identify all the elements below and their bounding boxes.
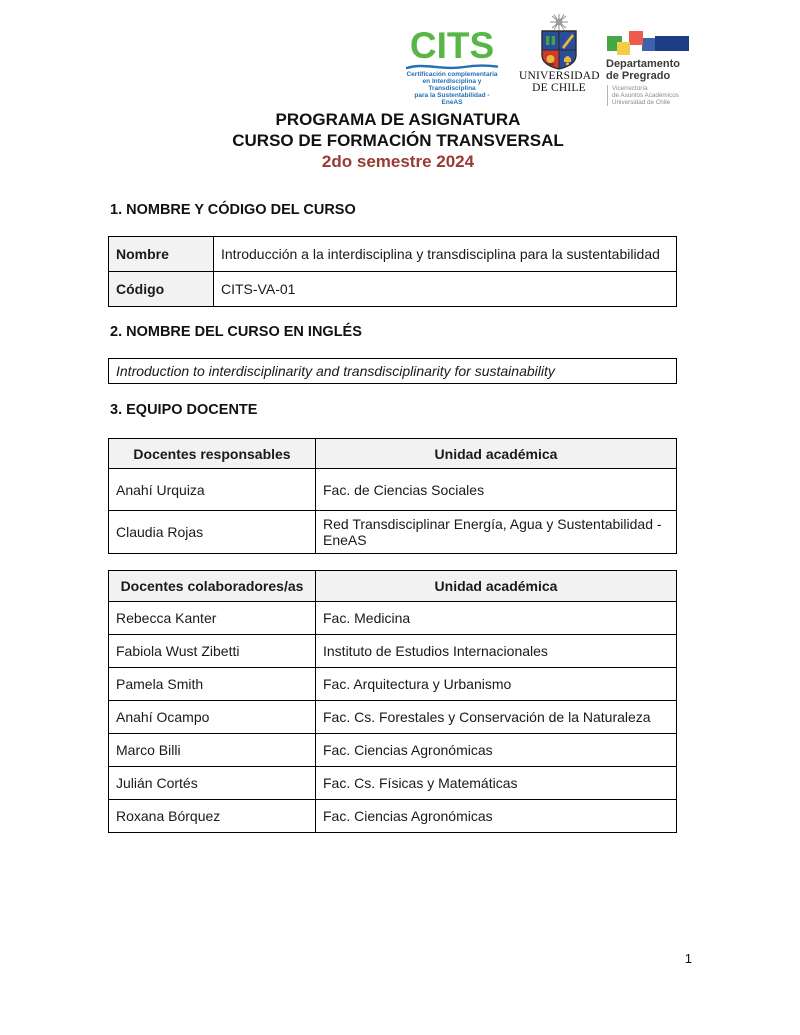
teacher-unit: Fac. Ciencias Agronómicas [316, 800, 677, 833]
table-row [109, 511, 677, 554]
course-name-label: Nombre [109, 237, 214, 272]
table-row [109, 272, 677, 307]
uchile-crest-icon [537, 13, 581, 71]
teacher-name: Rebecca Kanter [109, 602, 316, 635]
section3-heading: 3. EQUIPO DOCENTE [110, 402, 258, 418]
table-row [109, 668, 677, 701]
table-row [109, 701, 677, 734]
table-row [109, 800, 677, 833]
pregrado-sub-line2: de Asuntos Académicos [612, 92, 679, 99]
table-row [109, 734, 677, 767]
teacher-unit: Red Transdisciplinar Energía, Agua y Sustentabilidad - EneAS [316, 511, 677, 554]
uchile-logo-name [519, 71, 599, 94]
course-code-label: Código [109, 272, 214, 307]
pregrado-sub-line3: Universidad de Chile [612, 99, 671, 106]
course-name-value: Introducción a la interdisciplina y transdisciplina para la sustentabilidad [214, 237, 677, 272]
teacher-unit: Fac. Cs. Físicas y Matemáticas [316, 767, 677, 800]
responsible-teachers-header: Docentes responsables [109, 439, 316, 469]
teacher-name: Claudia Rojas [109, 511, 316, 554]
course-code-value: CITS-VA-01 [214, 272, 677, 307]
uchile-name-line2: DE CHILE [532, 81, 586, 94]
collaborating-teachers-table [108, 570, 677, 833]
uchile-logo [519, 13, 599, 94]
pregrado-squares-icon [606, 29, 690, 57]
teacher-name: Anahí Ocampo [109, 701, 316, 734]
teacher-unit: Fac. Ciencias Agronómicas [316, 734, 677, 767]
cits-logo-acronym: CITS [409, 25, 495, 66]
teacher-unit: Fac. Medicina [316, 602, 677, 635]
cits-tagline-line2: en Interdisciplina y Transdisciplina [422, 77, 482, 92]
pregrado-logo-subtitle [607, 85, 694, 106]
table-row [109, 602, 677, 635]
title-line-program: PROGRAMA DE ASIGNATURA [275, 110, 521, 129]
section1-heading: 1. NOMBRE Y CÓDIGO DEL CURSO [110, 202, 356, 218]
pregrado-sub-line1: Vicerrectoría [612, 85, 648, 92]
cits-tagline-line3: para la Sustentabilidad - EneAS [414, 91, 490, 106]
pregrado-logo [606, 29, 694, 106]
english-course-name: Introduction to interdisciplinarity and transdisciplinarity for sustainability [116, 363, 555, 379]
teacher-unit: Instituto de Estudios Internacionales [316, 635, 677, 668]
teacher-name: Pamela Smith [109, 668, 316, 701]
uchile-name-line1: UNIVERSIDAD [519, 70, 600, 82]
academic-unit-header: Unidad académica [316, 439, 677, 469]
teacher-name: Marco Billi [109, 734, 316, 767]
teacher-unit: Fac. de Ciencias Sociales [316, 469, 677, 511]
cits-tagline-line1: Certificación complementaria [406, 71, 498, 78]
pregrado-title-line1: Departamento [606, 58, 680, 70]
teacher-name: Roxana Bórquez [109, 800, 316, 833]
pregrado-title-line2: de Pregrado [606, 69, 671, 82]
page-number: 1 [684, 951, 692, 966]
table-row [109, 237, 677, 272]
cits-logo-tagline [404, 72, 500, 107]
pregrado-logo-title [606, 59, 694, 82]
title-line-course-type: CURSO DE FORMACIÓN TRANSVERSAL [232, 131, 564, 150]
course-name-code-table [108, 236, 677, 307]
table-row [109, 767, 677, 800]
teacher-unit: Fac. Cs. Forestales y Conservación de la Naturaleza [316, 701, 677, 734]
responsible-teachers-table [108, 438, 677, 554]
teacher-name: Anahí Urquiza [109, 469, 316, 511]
teacher-unit: Fac. Arquitectura y Urbanismo [316, 668, 677, 701]
section2-heading: 2. NOMBRE DEL CURSO EN INGLÉS [110, 324, 362, 340]
collaborating-teachers-header: Docentes colaboradores/as [109, 571, 316, 602]
table-header-row [109, 439, 677, 469]
title-line-semester: 2do semestre 2024 [321, 152, 475, 171]
cits-logo [404, 25, 500, 107]
academic-unit-header: Unidad académica [316, 571, 677, 602]
english-course-name-box [108, 358, 677, 384]
teacher-name: Julián Cortés [109, 767, 316, 800]
table-header-row [109, 571, 677, 602]
document-title [0, 109, 796, 172]
table-row [109, 469, 677, 511]
table-row [109, 635, 677, 668]
teacher-name: Fabiola Wust Zibetti [109, 635, 316, 668]
